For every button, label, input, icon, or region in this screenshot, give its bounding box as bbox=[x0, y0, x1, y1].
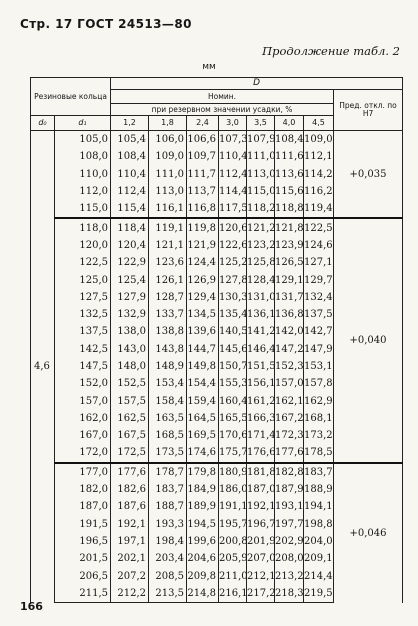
nominal-d-cell: 173,2 bbox=[304, 427, 334, 444]
nominal-d-cell: 148,0 bbox=[111, 358, 149, 375]
nominal-d-cell: 119,4 bbox=[304, 200, 334, 218]
nominal-d-cell: 213,2 bbox=[275, 567, 304, 584]
d1-cell: 137,5 bbox=[55, 323, 111, 340]
nominal-d-cell: 211,0 bbox=[219, 567, 247, 584]
nominal-d-cell: 108,4 bbox=[111, 148, 149, 165]
nominal-d-cell: 140,5 bbox=[219, 323, 247, 340]
d1-cell: 147,5 bbox=[55, 358, 111, 375]
nominal-d-cell: 120,6 bbox=[219, 218, 247, 236]
d1-cell: 112,0 bbox=[55, 183, 111, 200]
nominal-d-cell: 202,1 bbox=[111, 550, 149, 567]
nominal-d-cell: 128,4 bbox=[247, 271, 275, 288]
nominal-d-cell: 186,0 bbox=[219, 481, 247, 498]
d1-cell: 206,5 bbox=[55, 567, 111, 584]
nominal-d-cell: 151,5 bbox=[247, 358, 275, 375]
nominal-d-cell: 118,2 bbox=[247, 200, 275, 218]
nominal-d-cell: 159,4 bbox=[187, 392, 219, 409]
nominal-d-cell: 146,4 bbox=[247, 341, 275, 358]
nominal-d-cell: 207,0 bbox=[247, 550, 275, 567]
nominal-d-cell: 166,3 bbox=[247, 410, 275, 427]
nominal-d-cell: 209,1 bbox=[304, 550, 334, 567]
nominal-d-cell: 207,2 bbox=[111, 567, 149, 584]
nominal-d-cell: 106,0 bbox=[149, 131, 187, 149]
rings-header: Резиновые кольца bbox=[31, 78, 111, 116]
nominal-d-cell: 116,1 bbox=[149, 200, 187, 218]
nominal-d-cell: 155,3 bbox=[219, 375, 247, 392]
nominal-d-cell: 193,1 bbox=[275, 498, 304, 515]
nominal-d-cell: 123,9 bbox=[275, 237, 304, 254]
nominal-d-cell: 137,5 bbox=[304, 306, 334, 323]
nominal-d-cell: 133,7 bbox=[149, 306, 187, 323]
nominal-d-cell: 105,4 bbox=[111, 131, 149, 149]
nominal-d-cell: 135,4 bbox=[219, 306, 247, 323]
nominal-d-cell: 170,6 bbox=[219, 427, 247, 444]
nominal-d-cell: 131,0 bbox=[247, 289, 275, 306]
nominal-d-cell: 161,2 bbox=[247, 392, 275, 409]
nominal-d-cell: 196,7 bbox=[247, 516, 275, 533]
nominal-d-cell: 116,8 bbox=[187, 200, 219, 218]
nominal-d-cell: 167,2 bbox=[275, 410, 304, 427]
d1-cell: 127,5 bbox=[55, 289, 111, 306]
nominal-d-cell: 154,4 bbox=[187, 375, 219, 392]
nominal-d-cell: 115,6 bbox=[275, 183, 304, 200]
d1-cell: 115,0 bbox=[55, 200, 111, 218]
table-row bbox=[31, 463, 403, 481]
d1-cell: 211,5 bbox=[55, 585, 111, 603]
nominal-d-cell: 143,0 bbox=[111, 341, 149, 358]
nominal-d-cell: 119,1 bbox=[149, 218, 187, 236]
nominal-d-cell: 109,0 bbox=[304, 131, 334, 149]
table-row bbox=[31, 218, 403, 236]
nominal-d-cell: 208,0 bbox=[275, 550, 304, 567]
nominal-d-cell: 179,8 bbox=[187, 463, 219, 481]
nominal-d-cell: 121,2 bbox=[247, 218, 275, 236]
d1-cell: 162,0 bbox=[55, 410, 111, 427]
nominal-d-cell: 129,4 bbox=[187, 289, 219, 306]
nominal-d-cell: 162,9 bbox=[304, 392, 334, 409]
nominal-d-cell: 197,7 bbox=[275, 516, 304, 533]
nominal-d-cell: 110,4 bbox=[219, 148, 247, 165]
nominal-d-cell: 113,6 bbox=[275, 166, 304, 183]
nominal-d-cell: 214,4 bbox=[304, 567, 334, 584]
nominal-d-cell: 112,4 bbox=[219, 166, 247, 183]
nominal-d-cell: 168,5 bbox=[149, 427, 187, 444]
nominal-d-cell: 203,4 bbox=[149, 550, 187, 567]
nominal-d-cell: 172,3 bbox=[275, 427, 304, 444]
nominal-d-cell: 187,6 bbox=[111, 498, 149, 515]
d1-cell: 110,0 bbox=[55, 166, 111, 183]
d0-cell: 4,6 bbox=[31, 131, 55, 603]
nominal-d-cell: 200,8 bbox=[219, 533, 247, 550]
nominal-d-cell: 162,1 bbox=[275, 392, 304, 409]
nominal-d-cell: 138,8 bbox=[149, 323, 187, 340]
nominal-d-cell: 213,5 bbox=[149, 585, 187, 603]
nominal-d-cell: 143,8 bbox=[149, 341, 187, 358]
d1-cell: 108,0 bbox=[55, 148, 111, 165]
nominal-d-cell: 214,8 bbox=[187, 585, 219, 603]
nominal-d-cell: 117,5 bbox=[219, 200, 247, 218]
nominal-d-cell: 114,2 bbox=[304, 166, 334, 183]
nominal-d-cell: 111,0 bbox=[247, 148, 275, 165]
nominal-d-cell: 173,5 bbox=[149, 444, 187, 462]
d1-cell: 152,0 bbox=[55, 375, 111, 392]
nominal-d-cell: 208,5 bbox=[149, 567, 187, 584]
nominal-d-cell: 174,6 bbox=[187, 444, 219, 462]
nominal-d-cell: 149,8 bbox=[187, 358, 219, 375]
nominal-d-cell: 114,4 bbox=[219, 183, 247, 200]
nominal-d-cell: 181,8 bbox=[247, 463, 275, 481]
tolerance-cell: +0,035 bbox=[334, 131, 403, 219]
nominal-d-cell: 177,6 bbox=[111, 463, 149, 481]
nominal-d-cell: 187,9 bbox=[275, 481, 304, 498]
nominal-d-cell: 175,7 bbox=[219, 444, 247, 462]
nominal-d-cell: 115,4 bbox=[111, 200, 149, 218]
nominal-d-cell: 109,0 bbox=[149, 148, 187, 165]
d1-cell: 105,0 bbox=[55, 131, 111, 149]
nominal-d-cell: 177,6 bbox=[275, 444, 304, 462]
nominal-d-cell: 113,0 bbox=[247, 166, 275, 183]
nominal-d-cell: 198,4 bbox=[149, 533, 187, 550]
shrink-value-header: 3,0 bbox=[219, 116, 247, 131]
nominal-d-cell: 122,6 bbox=[219, 237, 247, 254]
nominal-d-cell: 127,1 bbox=[304, 254, 334, 271]
nominal-d-cell: 183,7 bbox=[304, 463, 334, 481]
shrinkage-header: при резервном значении усадки, % bbox=[111, 104, 334, 116]
nominal-d-cell: 192,1 bbox=[247, 498, 275, 515]
nominal-d-cell: 216,1 bbox=[219, 585, 247, 603]
nominal-d-cell: 121,1 bbox=[149, 237, 187, 254]
nominal-d-cell: 171,4 bbox=[247, 427, 275, 444]
shrink-value-header: 3,5 bbox=[247, 116, 275, 131]
d1-cell: 167,0 bbox=[55, 427, 111, 444]
nominal-d-cell: 152,5 bbox=[111, 375, 149, 392]
nominal-d-cell: 109,7 bbox=[187, 148, 219, 165]
nominal-d-cell: 164,5 bbox=[187, 410, 219, 427]
nominal-d-cell: 191,1 bbox=[219, 498, 247, 515]
nominal-d-cell: 205,9 bbox=[219, 550, 247, 567]
d1-cell: 142,5 bbox=[55, 341, 111, 358]
nominal-d-cell: 187,0 bbox=[247, 481, 275, 498]
nominal-d-cell: 118,8 bbox=[275, 200, 304, 218]
nominal-d-cell: 184,9 bbox=[187, 481, 219, 498]
nominal-d-cell: 183,7 bbox=[149, 481, 187, 498]
nominal-d-cell: 218,3 bbox=[275, 585, 304, 603]
d1-cell: 196,5 bbox=[55, 533, 111, 550]
nominal-d-cell: 142,7 bbox=[304, 323, 334, 340]
nominal-d-cell: 204,0 bbox=[304, 533, 334, 550]
nominal-d-cell: 111,7 bbox=[187, 166, 219, 183]
nominal-d-cell: 209,8 bbox=[187, 567, 219, 584]
d1-cell: 172,0 bbox=[55, 444, 111, 462]
nominal-d-cell: 111,0 bbox=[149, 166, 187, 183]
nominal-d-cell: 112,4 bbox=[111, 183, 149, 200]
nominal-d-cell: 188,9 bbox=[304, 481, 334, 498]
shrink-value-header: 4,5 bbox=[304, 116, 334, 131]
nominal-d-cell: 189,9 bbox=[187, 498, 219, 515]
d0-header: d₀ bbox=[31, 116, 55, 131]
nominal-d-cell: 153,1 bbox=[304, 358, 334, 375]
shrink-value-header: 4,0 bbox=[275, 116, 304, 131]
nominal-d-cell: 132,9 bbox=[111, 306, 149, 323]
nominal-d-cell: 125,4 bbox=[111, 271, 149, 288]
d1-cell: 118,0 bbox=[55, 218, 111, 236]
d1-cell: 125,0 bbox=[55, 271, 111, 288]
nominal-d-cell: 128,7 bbox=[149, 289, 187, 306]
nominal-d-cell: 199,6 bbox=[187, 533, 219, 550]
nominal-d-cell: 165,5 bbox=[219, 410, 247, 427]
nominal-d-cell: 126,9 bbox=[187, 271, 219, 288]
nominal-d-cell: 129,7 bbox=[304, 271, 334, 288]
nominal-d-cell: 168,1 bbox=[304, 410, 334, 427]
nominal-d-cell: 113,7 bbox=[187, 183, 219, 200]
d1-cell: 191,5 bbox=[55, 516, 111, 533]
nominal-d-cell: 195,7 bbox=[219, 516, 247, 533]
nominal-d-cell: 144,7 bbox=[187, 341, 219, 358]
nominal-d-cell: 122,5 bbox=[304, 218, 334, 236]
nominal-d-cell: 178,7 bbox=[149, 463, 187, 481]
d1-cell: 201,5 bbox=[55, 550, 111, 567]
nominal-d-cell: 150,7 bbox=[219, 358, 247, 375]
nominal-d-cell: 202,9 bbox=[275, 533, 304, 550]
nominal-d-cell: 138,0 bbox=[111, 323, 149, 340]
nominal-d-cell: 197,1 bbox=[111, 533, 149, 550]
nominal-d-cell: 124,4 bbox=[187, 254, 219, 271]
nominal-d-cell: 157,5 bbox=[111, 392, 149, 409]
nominal-d-cell: 107,3 bbox=[219, 131, 247, 149]
nominal-d-cell: 162,5 bbox=[111, 410, 149, 427]
nominal-d-cell: 160,4 bbox=[219, 392, 247, 409]
shrink-value-header: 2,4 bbox=[187, 116, 219, 131]
nominal-d-cell: 124,6 bbox=[304, 237, 334, 254]
nominal-d-cell: 121,8 bbox=[275, 218, 304, 236]
nominal-d-cell: 123,6 bbox=[149, 254, 187, 271]
nominal-d-cell: 139,6 bbox=[187, 323, 219, 340]
nominal-d-cell: 153,4 bbox=[149, 375, 187, 392]
nominal-d-cell: 192,1 bbox=[111, 516, 149, 533]
nominal-d-cell: 106,6 bbox=[187, 131, 219, 149]
nominal-d-cell: 152,3 bbox=[275, 358, 304, 375]
nominal-d-cell: 182,6 bbox=[111, 481, 149, 498]
nominal-d-cell: 182,8 bbox=[275, 463, 304, 481]
nominal-d-cell: 156,1 bbox=[247, 375, 275, 392]
continuation-note: Продолжение табл. 2 bbox=[262, 44, 400, 58]
nominal-d-cell: 126,1 bbox=[149, 271, 187, 288]
nominal-d-cell: 136,8 bbox=[275, 306, 304, 323]
nominal-d-cell: 176,6 bbox=[247, 444, 275, 462]
nominal-d-cell: 157,0 bbox=[275, 375, 304, 392]
nominal-d-cell: 119,8 bbox=[187, 218, 219, 236]
nominal-d-cell: 158,4 bbox=[149, 392, 187, 409]
ring-dimensions-table bbox=[30, 77, 403, 603]
nominal-d-cell: 142,0 bbox=[275, 323, 304, 340]
table-row bbox=[31, 131, 403, 149]
shrink-value-header: 1,8 bbox=[149, 116, 187, 131]
nominal-d-cell: 169,5 bbox=[187, 427, 219, 444]
tolerance-header: Пред. откл. по H7 bbox=[334, 90, 403, 131]
nominal-d-cell: 118,4 bbox=[111, 218, 149, 236]
nominal-d-cell: 121,9 bbox=[187, 237, 219, 254]
nominal-d-cell: 123,2 bbox=[247, 237, 275, 254]
nominal-d-cell: 132,4 bbox=[304, 289, 334, 306]
tolerance-cell: +0,040 bbox=[334, 218, 403, 462]
nominal-d-cell: 112,1 bbox=[304, 148, 334, 165]
page-header: Стр. 17 ГОСТ 24513—80 bbox=[20, 17, 192, 31]
nominal-d-cell: 198,8 bbox=[304, 516, 334, 533]
nominal-d-cell: 125,2 bbox=[219, 254, 247, 271]
nominal-d-cell: 108,4 bbox=[275, 131, 304, 149]
d1-cell: 120,0 bbox=[55, 237, 111, 254]
nominal-d-cell: 188,7 bbox=[149, 498, 187, 515]
nominal-d-cell: 172,5 bbox=[111, 444, 149, 462]
page-number: 166 bbox=[20, 600, 43, 613]
d1-cell: 187,0 bbox=[55, 498, 111, 515]
nominal-d-cell: 147,2 bbox=[275, 341, 304, 358]
nominal-d-cell: 194,1 bbox=[304, 498, 334, 515]
nominal-d-cell: 110,4 bbox=[111, 166, 149, 183]
nominal-d-cell: 163,5 bbox=[149, 410, 187, 427]
nominal-d-cell: 204,6 bbox=[187, 550, 219, 567]
tolerance-cell: +0,046 bbox=[334, 463, 403, 603]
d1-cell: 157,0 bbox=[55, 392, 111, 409]
nominal-d-cell: 167,5 bbox=[111, 427, 149, 444]
nominal-d-cell: 212,1 bbox=[247, 567, 275, 584]
nominal-d-cell: 217,2 bbox=[247, 585, 275, 603]
nominal-d-cell: 113,0 bbox=[149, 183, 187, 200]
nominal-d-cell: 136,1 bbox=[247, 306, 275, 323]
nominal-d-cell: 127,9 bbox=[111, 289, 149, 306]
nominal-d-cell: 157,8 bbox=[304, 375, 334, 392]
nominal-d-cell: 131,7 bbox=[275, 289, 304, 306]
nominal-d-cell: 147,9 bbox=[304, 341, 334, 358]
nominal-d-cell: 129,1 bbox=[275, 271, 304, 288]
d1-cell: 122,5 bbox=[55, 254, 111, 271]
nominal-d-cell: 130,3 bbox=[219, 289, 247, 306]
nominal-d-cell: 219,5 bbox=[304, 585, 334, 603]
nominal-d-cell: 141,2 bbox=[247, 323, 275, 340]
nominal-d-cell: 148,9 bbox=[149, 358, 187, 375]
d-header: D bbox=[111, 78, 403, 90]
nominal-d-cell: 134,5 bbox=[187, 306, 219, 323]
d1-cell: 132,5 bbox=[55, 306, 111, 323]
unit-label: мм bbox=[202, 62, 216, 72]
nominal-d-cell: 126,5 bbox=[275, 254, 304, 271]
d1-header: d₁ bbox=[55, 116, 111, 131]
nominal-d-cell: 107,9 bbox=[247, 131, 275, 149]
nominal-d-cell: 120,4 bbox=[111, 237, 149, 254]
nominal-d-cell: 122,9 bbox=[111, 254, 149, 271]
shrink-value-header: 1,2 bbox=[111, 116, 149, 131]
nominal-d-cell: 145,6 bbox=[219, 341, 247, 358]
nominal-d-cell: 127,8 bbox=[219, 271, 247, 288]
nominal-d-cell: 178,5 bbox=[304, 444, 334, 462]
nominal-d-cell: 212,2 bbox=[111, 585, 149, 603]
d1-cell: 177,0 bbox=[55, 463, 111, 481]
nominal-d-cell: 116,2 bbox=[304, 183, 334, 200]
nominal-d-cell: 193,3 bbox=[149, 516, 187, 533]
d1-cell: 182,0 bbox=[55, 481, 111, 498]
nominal-d-cell: 201,9 bbox=[247, 533, 275, 550]
nominal-d-cell: 111,6 bbox=[275, 148, 304, 165]
nominal-d-cell: 125,8 bbox=[247, 254, 275, 271]
nominal-d-cell: 180,9 bbox=[219, 463, 247, 481]
nominal-d-cell: 115,0 bbox=[247, 183, 275, 200]
nominal-d-cell: 194,5 bbox=[187, 516, 219, 533]
nominal-header: Номин. bbox=[111, 90, 334, 104]
